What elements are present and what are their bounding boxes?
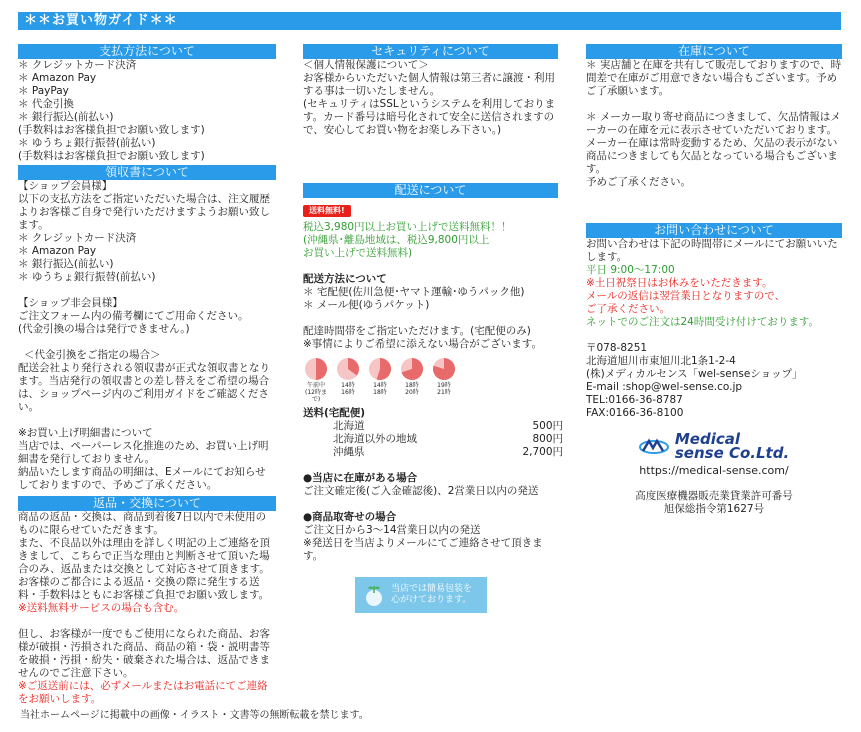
receipt-statement-text: ※お買い上げ明細書について 当店では、ペーパーレス化推進のため、お買い上げ明細書を発行しておりません。 納品いたします商品の明細は、Eメールにてお知らせしておりますので、予めご了承ください。 (18, 427, 269, 491)
receipt-member-text: 以下の支払方法をご指定いただいた場合は、注文履歴よりお客様ご自身で発行いただけますようお願い致します。 (18, 193, 270, 231)
clock-icon (368, 357, 392, 381)
list-item: ＊ 銀行振込(前払い) (18, 111, 114, 123)
list-item: ＊ クレジットカード決済 (18, 232, 137, 244)
instock-text: ご注文確定後(ご入金確認後)、2営業日以内の発送 (303, 485, 539, 497)
order-title: ●商品取寄せの場合 (303, 511, 397, 523)
logo-icon (639, 435, 669, 457)
eco-packaging-text: 当店では簡易包装を 心がけております。 (391, 584, 473, 605)
list-item: ＊ メール便(ゆうパケット) (303, 299, 430, 311)
list-item: ＊ Amazon Pay (18, 245, 97, 257)
clock-icon (432, 357, 456, 381)
list-item: ＊ PayPay (18, 85, 69, 97)
contact-header: お問い合わせについて (586, 223, 842, 238)
receipt-header: 領収書について (18, 165, 276, 180)
returns-red-note-2: ※ご返送前には、必ずメールまたはお電話にてご連絡をお願いします。 (18, 680, 268, 705)
payment-header: 支払方法について (18, 44, 276, 59)
list-item: ＊ 宅配便(佐川急便･ヤマト運輸･ゆうパック他) (303, 286, 525, 298)
stock-text: ＊ 実店舗と在庫を共有して販売しておりますので、時間差で在庫がご用意できない場合もございます。予めご了承願います。 ＊ メーカー取り寄せ商品につきまして、欠品情報はメーカーの在庫を元に表示させていただいております。 メーカー在庫は常時変動するため、欠品の表示がない商品につきましても欠品となっている場合もございます。 予めご了承ください。 (586, 59, 842, 188)
time-slot-start: 14時 (341, 382, 355, 389)
delivery-time-slots (303, 357, 558, 403)
shipping-fee-table (303, 420, 563, 459)
stock-header: 在庫について (586, 44, 842, 59)
clock-icon (304, 357, 328, 381)
receipt-member-title: 【ショップ会員様】 (18, 180, 113, 192)
contact-net-note: ネットでのご注文は24時間受け付けております。 (586, 316, 820, 328)
column-right (586, 44, 842, 516)
copyright-footer: 当社ホームページに掲載中の画像・イラスト・文書等の無断転載を禁じます。 (20, 710, 369, 721)
receipt-nonmember-title: 【ショップ非会員様】 (18, 297, 123, 309)
fee-price: 2,700円 (522, 446, 563, 458)
time-slot (303, 357, 329, 403)
receipt-member-list (18, 232, 276, 284)
list-item: (手数料はお客様負担でお願い致します) (18, 124, 205, 136)
contact-text: お問い合わせは下記の時間帯にメールにてお願いいたします。 (586, 238, 838, 263)
shipping-fee-title: 送料(宅配便) (303, 407, 366, 419)
returns-text-2: 但し、お客様が一度でもご使用になられた商品、お客様が破損・汚損された商品、商品の箱・袋・説明書等を破損・汚損・紛失・破棄された場合は、返品できませんのでご注意下さい。 (18, 628, 270, 679)
list-item: ＊ ゆうちょ銀行振替(前払い) (18, 137, 156, 149)
list-item: ＊ 代金引換 (18, 98, 74, 110)
fee-row (303, 433, 563, 446)
company-logo (586, 432, 842, 460)
list-item: (手数料はお客様負担でお願い致します) (18, 150, 205, 162)
free-shipping-line: 税込3,980円以上お買い上げで送料無料！！ (303, 221, 512, 233)
list-item: ＊ ゆうちょ銀行振替(前払い) (18, 271, 156, 283)
time-slot-end: 20時 (405, 389, 419, 396)
fax: FAX:0166-36-8100 (586, 407, 684, 419)
fee-price: 500円 (532, 420, 563, 432)
logo-line-1: Medical (674, 430, 740, 448)
column-middle (303, 44, 563, 613)
fee-region: 沖縄県 (333, 446, 365, 458)
fee-region: 北海道 (333, 420, 365, 432)
shipping-method-title: 配送方法について (303, 273, 387, 285)
tel: TEL:0166-36-8787 (586, 394, 683, 406)
postal-code: 〒078-8251 (586, 342, 648, 354)
company-url[interactable]: https://medical-sense.com/ (639, 464, 789, 477)
address: 北海道旭川市東旭川北1条1-2-4 (586, 355, 736, 367)
time-slot-start: 19時 (437, 382, 451, 389)
globe-plant-icon (363, 583, 385, 607)
security-text: お客様からいただいた個人情報は第三者に譲渡・利用する事は一切いたしません。 (セキュリティはSSLというシステムを利用しております。カード番号は暗号化されて安全に送信されますので、安心してお買い物をお楽しみ下さい。) (303, 72, 556, 136)
list-item: ＊ クレジットカード決済 (18, 59, 137, 71)
receipt-cod-text: 配送会社より発行される領収書が正式な領収書となります。当店発行の領収書との差し替えをご希望の場合は、ショップページ内のご利用ガイドをご確認ください。 (18, 362, 270, 413)
instock-title: ●当店に在庫がある場合 (303, 472, 418, 484)
time-slot (367, 357, 393, 403)
security-title: ＜個人情報保護について＞ (303, 59, 429, 71)
fee-price: 800円 (532, 433, 563, 445)
time-slot-end: (12時まで) (305, 389, 327, 403)
time-slot-start: 14時 (373, 382, 387, 389)
license-text: 高度医療機器販売業貸業許可番号 旭保総指令第1627号 (635, 490, 793, 515)
time-slot (431, 357, 457, 403)
page-title: ＊＊お買い物ガイド＊＊ (18, 12, 841, 30)
clock-icon (400, 357, 424, 381)
receipt-cod-title: ＜代金引換をご指定の場合＞ (24, 349, 161, 361)
shipping-method-list (303, 286, 558, 312)
receipt-nonmember-text: ご注文フォーム内の備考欄にてご用命ください。 (代金引換の場合は発行できません。) (18, 310, 249, 335)
time-slot (335, 357, 361, 403)
contact-hours: 平日 9:00～17:00 (586, 264, 675, 276)
time-slot-end: 16時 (341, 389, 355, 396)
email[interactable]: E-mail :shop@wel-sense.co.jp (586, 381, 743, 393)
fee-row (303, 420, 563, 433)
fee-row (303, 446, 563, 459)
returns-red-note-1: ※送料無料サービスの場合も含む。 (18, 602, 185, 614)
logo-line-2: sense Co.Ltd. (674, 444, 790, 462)
shipping-header: 配送について (303, 183, 558, 198)
fee-region: 北海道以外の地域 (333, 433, 417, 445)
list-item: ＊ 銀行振込(前払い) (18, 258, 114, 270)
returns-header: 返品・交換について (18, 496, 276, 511)
eco-packaging-banner (355, 577, 487, 613)
returns-text-1: 商品の返品・交換は、商品到着後7日以内で未使用のものに限らせていただきます。 また、不良品以外は理由を詳しく明記の上ご連絡を頂きまして、こちらで正当な理由と判断させて頂いた場合のみ、返品または交換として対応させて頂きます。 お客様のご都合による返品・交換の際に発生する送料・手数料はともにお客様ご負担でお願い致します。 (18, 511, 270, 601)
time-slot-start: 18時 (405, 382, 419, 389)
security-header: セキュリティについて (303, 44, 558, 59)
order-text: ご注文日から3～14営業日以内の発送 ※発送日を当店よりメールにてご連絡させて頂きます。 (303, 524, 543, 562)
column-left (18, 44, 276, 706)
company-name: (株)メディカルセンス「wel-senseショップ」 (586, 368, 803, 380)
time-slot-end: 21時 (437, 389, 451, 396)
free-shipping-badge: 送料無料! (303, 205, 351, 217)
payment-list (18, 59, 276, 163)
free-shipping-note: (沖縄県･離島地域は、税込9,800円以上 お買い上げで送料無料) (303, 234, 490, 259)
time-slot (399, 357, 425, 403)
delivery-time-text: 配達時間帯をご指定いただけます。(宅配便のみ) ※事情によりご希望に添えない場合がございます。 (303, 325, 542, 350)
time-slot-start: 午前中 (306, 382, 325, 389)
free-shipping-badge-wrap (303, 204, 558, 217)
list-item: ＊ Amazon Pay (18, 72, 97, 84)
clock-icon (336, 357, 360, 381)
time-slot-end: 18時 (373, 389, 387, 396)
contact-red-note: ※土日祝祭日はお休みをいただきます。 メールの返信は翌営業日となりますので、 ご了承ください。 (586, 277, 786, 315)
